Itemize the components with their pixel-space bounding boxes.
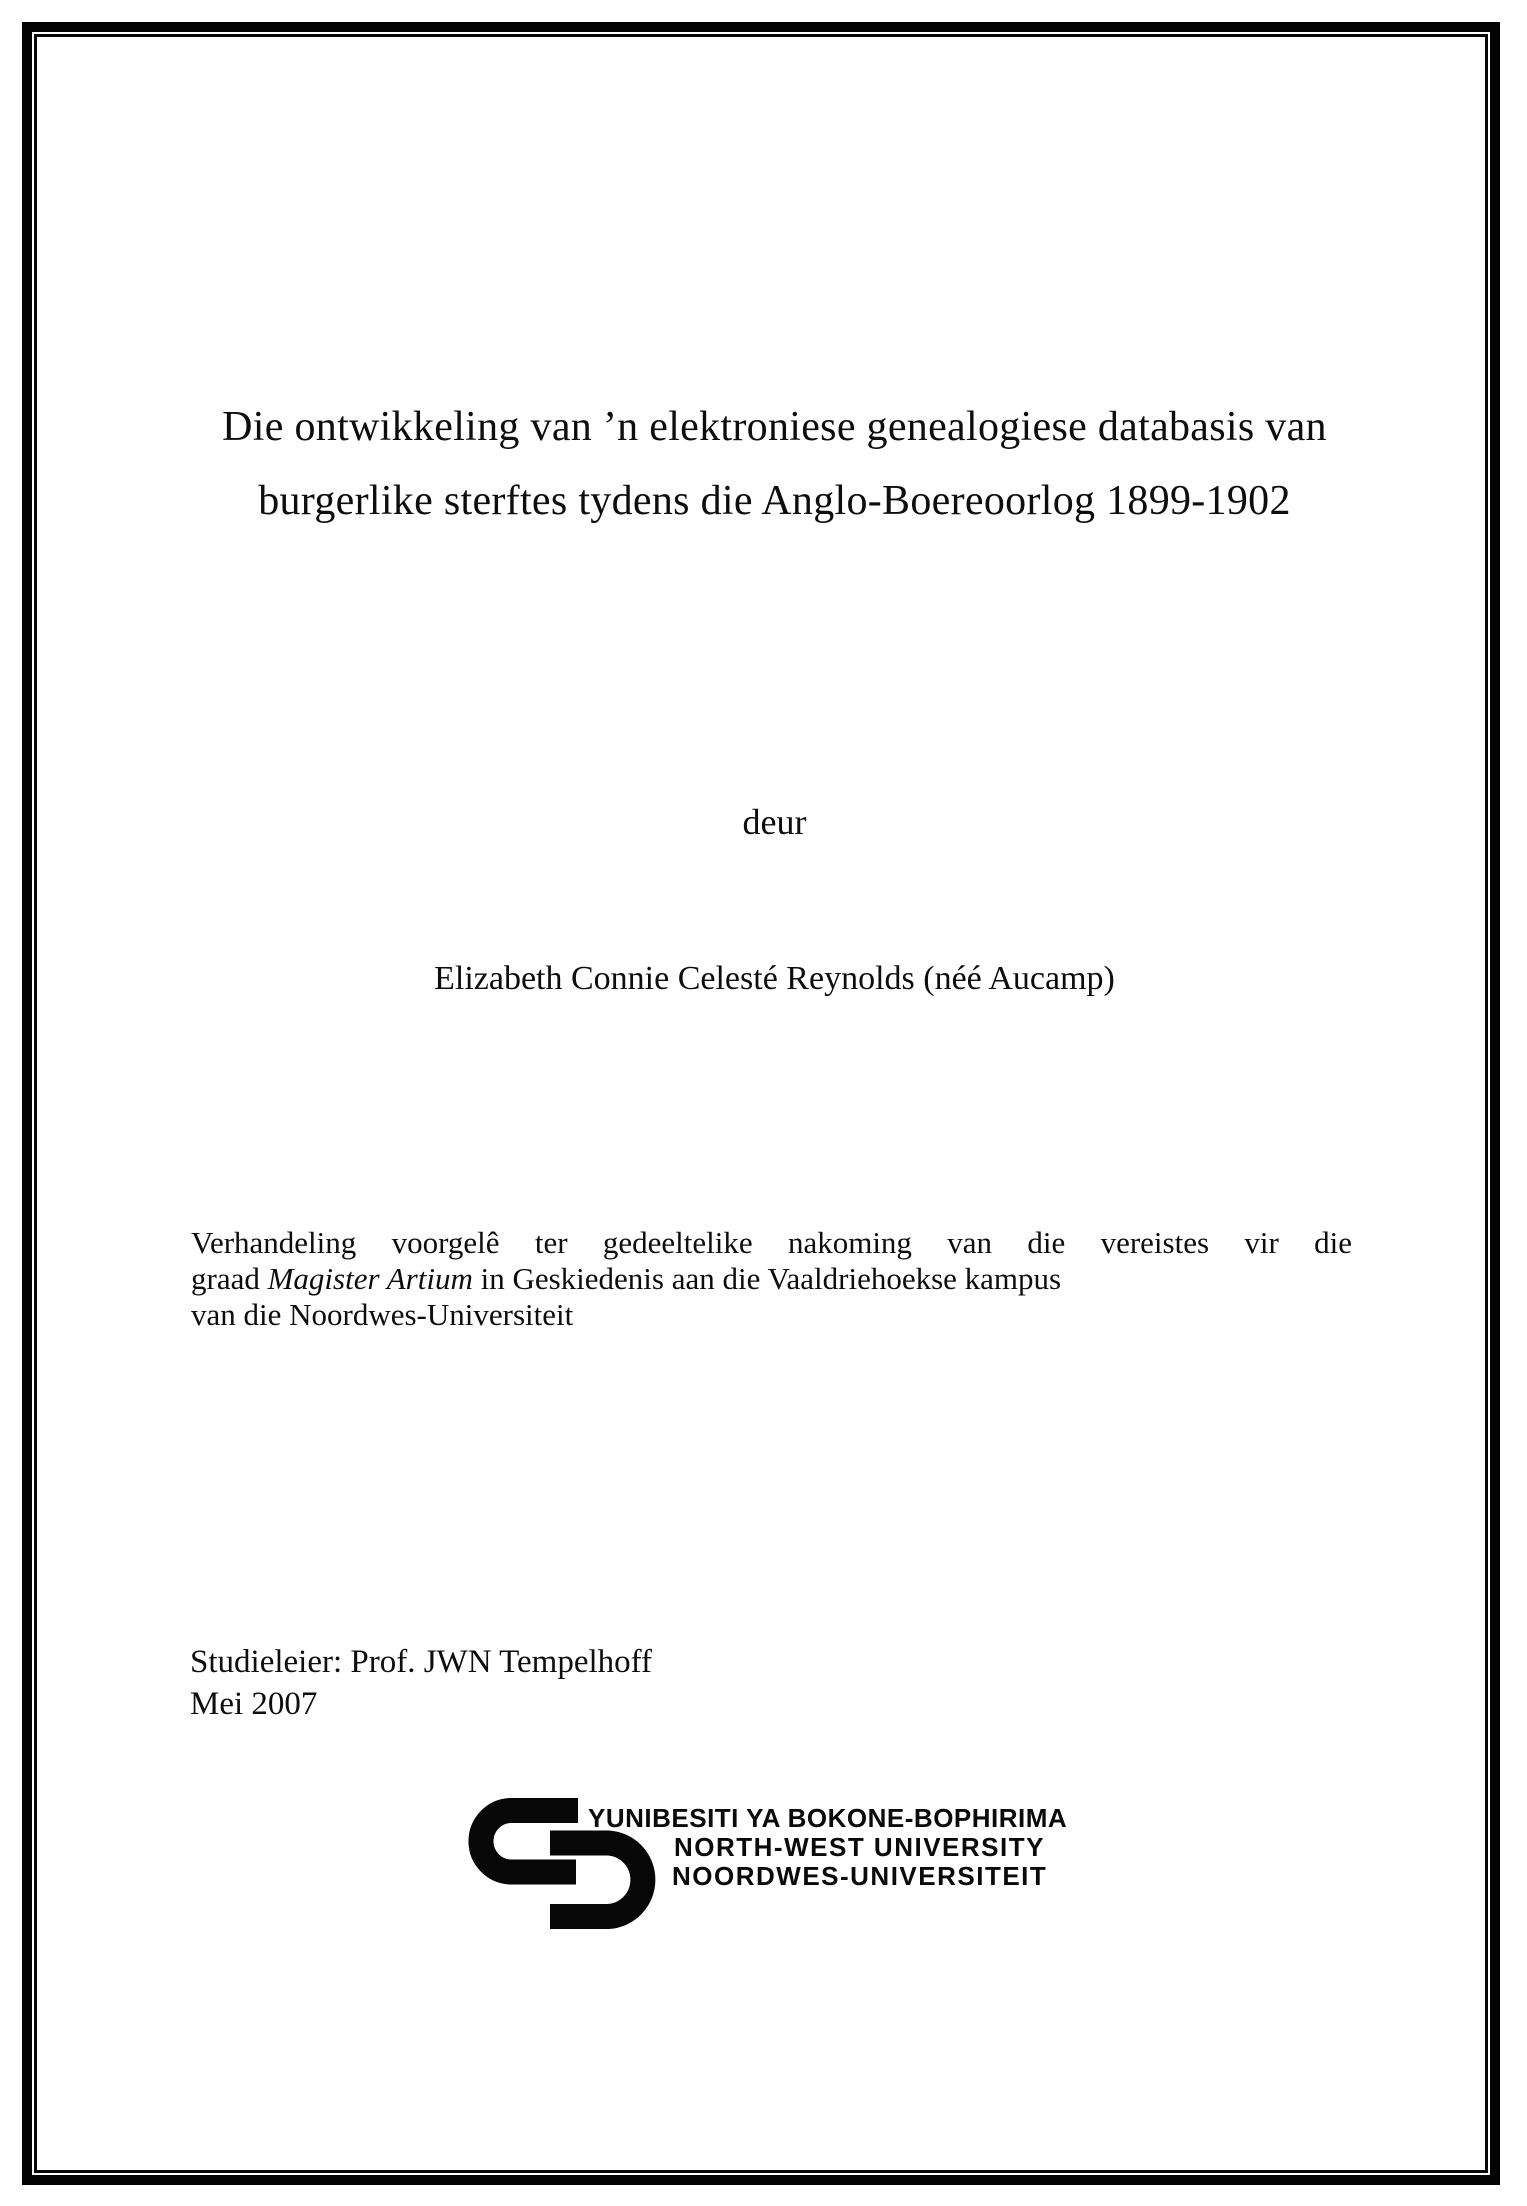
supervisor-block bbox=[190, 1641, 652, 1725]
declaration-line2-suffix: in Geskiedenis aan die Vaaldriehoekse kampus bbox=[472, 1261, 1062, 1296]
author-name: Elizabeth Connie Celesté Reynolds (néé Aucamp) bbox=[434, 960, 1115, 997]
logo-text-english: NORTH-WEST UNIVERSITY bbox=[674, 1832, 1045, 1862]
declaration-line2 bbox=[191, 1261, 1352, 1297]
thesis-title-line1: Die ontwikkeling van ’n elektroniese genealogiese databasis van bbox=[222, 404, 1327, 450]
logo-text-afrikaans: NOORDWES-UNIVERSITEIT bbox=[672, 1861, 1048, 1891]
thesis-title-line2: burgerlike sterftes tydens die Anglo-Boereoorlog 1899-1902 bbox=[258, 478, 1291, 524]
declaration-line3: van die Noordwes-Universiteit bbox=[191, 1297, 574, 1332]
declaration-line2-prefix: graad bbox=[191, 1261, 268, 1296]
thesis-title bbox=[22, 390, 1527, 538]
degree-name-italic: Magister Artium bbox=[267, 1261, 473, 1296]
supervisor-line: Studieleier: Prof. JWN Tempelhoff bbox=[190, 1644, 653, 1680]
logo-text-setswana: YUNIBESITI YA BOKONE-BOPHIRIMA bbox=[588, 1803, 1068, 1833]
declaration-line1: Verhandeling voorgelê ter gedeeltelike nakoming van die vereistes vir die bbox=[191, 1225, 1352, 1260]
date-line: Mei 2007 bbox=[190, 1686, 318, 1722]
byline-deur: deur bbox=[742, 802, 807, 842]
degree-declaration bbox=[191, 1225, 1352, 1333]
